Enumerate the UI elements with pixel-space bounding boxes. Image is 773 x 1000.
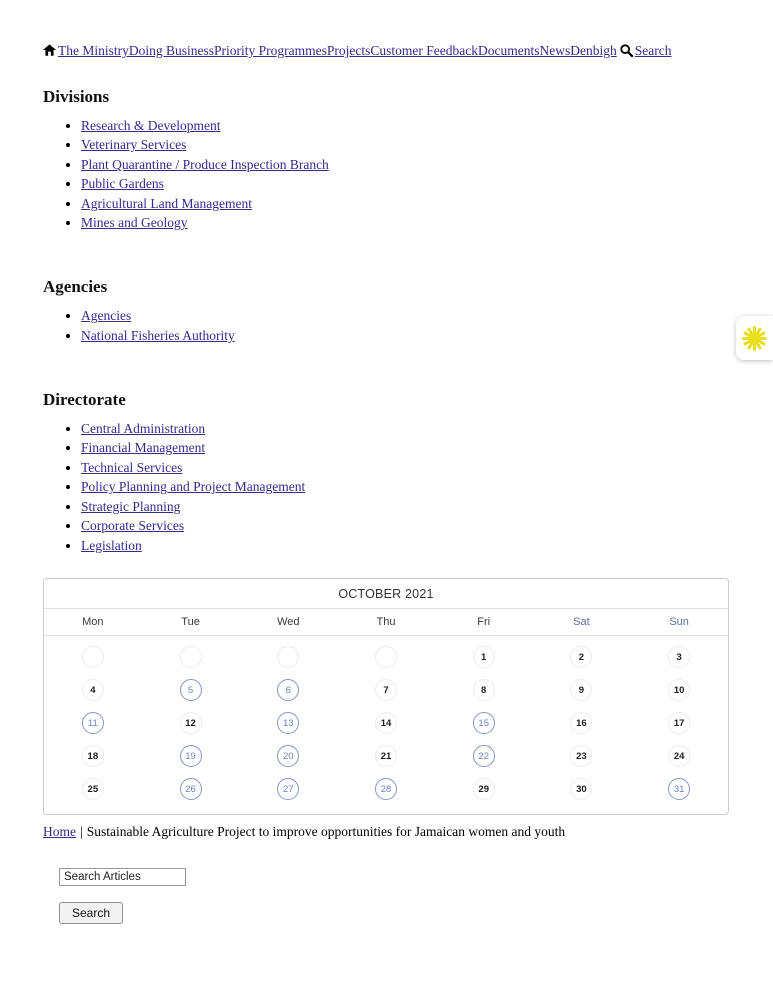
section-title-directorate: Directorate [43,389,126,409]
calendar-day-3: 3 [668,646,690,668]
list-item [81,440,729,456]
nav-link-priority-programmes[interactable]: Priority Programmes [214,43,327,58]
calendar-cell [630,773,728,806]
nav-link-denbigh[interactable]: Denbigh [570,43,617,58]
calendar-day-19[interactable]: 19 [180,745,202,767]
calendar-day-empty [375,646,397,668]
article-search [59,867,729,924]
calendar-day-20[interactable]: 20 [277,745,299,767]
list-item [81,421,729,437]
list-item [81,499,729,515]
calendar-day-empty [277,646,299,668]
calendar-cell [533,674,631,707]
list-item [81,538,729,554]
nav-search-link[interactable] [620,43,672,58]
link-veterinary-services[interactable]: Veterinary Services [81,137,187,153]
calendar-cell [142,773,240,806]
calendar-day-5[interactable]: 5 [180,679,202,701]
calendar-day-23: 23 [570,745,592,767]
calendar-day-11[interactable]: 11 [82,712,104,734]
calendar-cell [337,707,435,740]
calendar-grid [44,636,728,814]
page-title: Sustainable Agriculture Project to improve opportunities for Jamaican women and youth [86,823,566,839]
home-link[interactable] [43,43,56,58]
calendar-day-21: 21 [375,745,397,767]
nav-link-news[interactable]: News [539,43,571,58]
calendar-cell [630,707,728,740]
calendar-cell [337,674,435,707]
calendar-cell [533,641,631,674]
calendar-day-9: 9 [570,679,592,701]
calendar-day-27[interactable]: 27 [277,778,299,800]
calendar-day-empty [82,646,104,668]
calendar-cell [239,773,337,806]
calendar-day-18: 18 [82,745,104,767]
section-title-divisions: Divisions [43,86,110,106]
section-list-agencies [43,308,729,344]
search-articles-input[interactable] [59,868,186,886]
calendar-day-29: 29 [473,778,495,800]
link-agencies[interactable]: Agencies [81,308,132,324]
calendar-widget [43,578,729,815]
link-national-fisheries-authority[interactable]: National Fisheries Authority [81,327,235,343]
calendar-dow-sat: Sat [573,615,590,628]
calendar-dow-mon: Mon [82,615,104,628]
calendar-day-28[interactable]: 28 [375,778,397,800]
starburst-icon [741,325,768,352]
list-item [81,137,729,153]
list-item [81,215,729,231]
link-technical-services[interactable]: Technical Services [81,459,183,475]
calendar-day-10: 10 [668,679,690,701]
calendar-cell [435,674,533,707]
calendar-cell [142,641,240,674]
calendar-cell [435,773,533,806]
list-item [81,308,729,324]
calendar-day-14: 14 [375,712,397,734]
nav-links [58,43,617,58]
calendar-cell [533,707,631,740]
calendar-cell [337,740,435,773]
calendar-day-16: 16 [570,712,592,734]
calendar-day-12: 12 [180,712,202,734]
calendar-day-25: 25 [82,778,104,800]
section-divisions [43,87,729,232]
link-strategic-planning[interactable]: Strategic Planning [81,498,181,514]
link-legislation[interactable]: Legislation [81,537,142,553]
list-item [81,328,729,344]
accessibility-widget[interactable] [736,316,773,360]
calendar-cell [239,641,337,674]
calendar-dow-wed: Wed [277,615,300,628]
list-item [81,176,729,192]
calendar-day-1: 1 [473,646,495,668]
section-agencies [43,277,729,344]
calendar-day-6[interactable]: 6 [277,679,299,701]
calendar-cell [142,740,240,773]
home-breadcrumb-link[interactable]: Home [43,823,76,839]
calendar-cell [337,641,435,674]
link-research-development[interactable]: Research & Development [81,117,221,133]
link-financial-management[interactable]: Financial Management [81,440,206,456]
section-list-directorate [43,421,729,554]
calendar-dow-fri: Fri [477,615,491,628]
calendar-day-24: 24 [668,745,690,767]
calendar-dow-thu: Thu [376,615,396,628]
calendar-day-2: 2 [570,646,592,668]
list-item [81,479,729,495]
calendar-day-empty [180,646,202,668]
link-corporate-services[interactable]: Corporate Services [81,518,185,534]
calendar-cell [533,773,631,806]
link-plant-quarantine-produce-inspection-branch[interactable]: Plant Quarantine / Produce Inspection Branch [81,156,329,172]
calendar-cell [44,674,142,707]
calendar-cell [239,707,337,740]
breadcrumb-separator: | [80,823,83,839]
calendar-day-15[interactable]: 15 [473,712,495,734]
calendar-day-22[interactable]: 22 [473,745,495,767]
calendar-day-30: 30 [570,778,592,800]
list-item [81,196,729,212]
nav-link-doing-business[interactable]: Doing Business [128,43,215,58]
link-mines-and-geology[interactable]: Mines and Geology [81,215,188,231]
nav-link-customer-feedback[interactable]: Customer Feedback [370,43,478,58]
sections [43,87,729,554]
calendar-cell [44,641,142,674]
calendar-cell [630,740,728,773]
list-item [81,518,729,534]
calendar-day-7: 7 [375,679,397,701]
calendar-cell [435,740,533,773]
calendar-day-8: 8 [473,679,495,701]
search-button[interactable]: Search [59,902,123,924]
calendar-dow-tue: Tue [181,615,200,628]
calendar-cell [44,773,142,806]
breadcrumb [43,824,729,840]
calendar-cell [44,740,142,773]
list-item [81,157,729,173]
calendar-cell [44,707,142,740]
link-policy-planning-and-project-management[interactable]: Policy Planning and Project Management [81,479,306,495]
link-central-administration[interactable]: Central Administration [81,420,206,436]
top-nav [43,43,729,60]
calendar-cell [142,707,240,740]
calendar-cell [435,707,533,740]
section-directorate [43,390,729,554]
nav-link-documents[interactable]: Documents [478,43,540,58]
calendar-cell [239,740,337,773]
calendar-cell [630,641,728,674]
nav-link-the-ministry[interactable]: The Ministry [58,43,129,58]
list-item [81,460,729,476]
magnifier-icon [620,44,633,57]
calendar-cell [435,641,533,674]
calendar-day-13[interactable]: 13 [277,712,299,734]
list-item [81,118,729,134]
calendar-day-26[interactable]: 26 [180,778,202,800]
calendar-title: OCTOBER 2021 [44,579,728,609]
section-title-agencies: Agencies [43,277,108,297]
calendar-day-31[interactable]: 31 [668,778,690,800]
house-icon [43,44,56,56]
nav-link-projects[interactable]: Projects [326,43,371,58]
calendar-day-17: 17 [668,712,690,734]
calendar-dow-sun: Sun [669,615,689,628]
calendar-cell [533,740,631,773]
nav-search-label: Search [634,43,672,58]
calendar-day-headers [44,609,728,636]
link-agricultural-land-management[interactable]: Agricultural Land Management [81,195,252,211]
calendar-cell [337,773,435,806]
calendar-day-4: 4 [82,679,104,701]
link-public-gardens[interactable]: Public Gardens [81,176,164,192]
calendar-cell [142,674,240,707]
calendar-cell [630,674,728,707]
calendar-cell [239,674,337,707]
section-list-divisions [43,118,729,232]
